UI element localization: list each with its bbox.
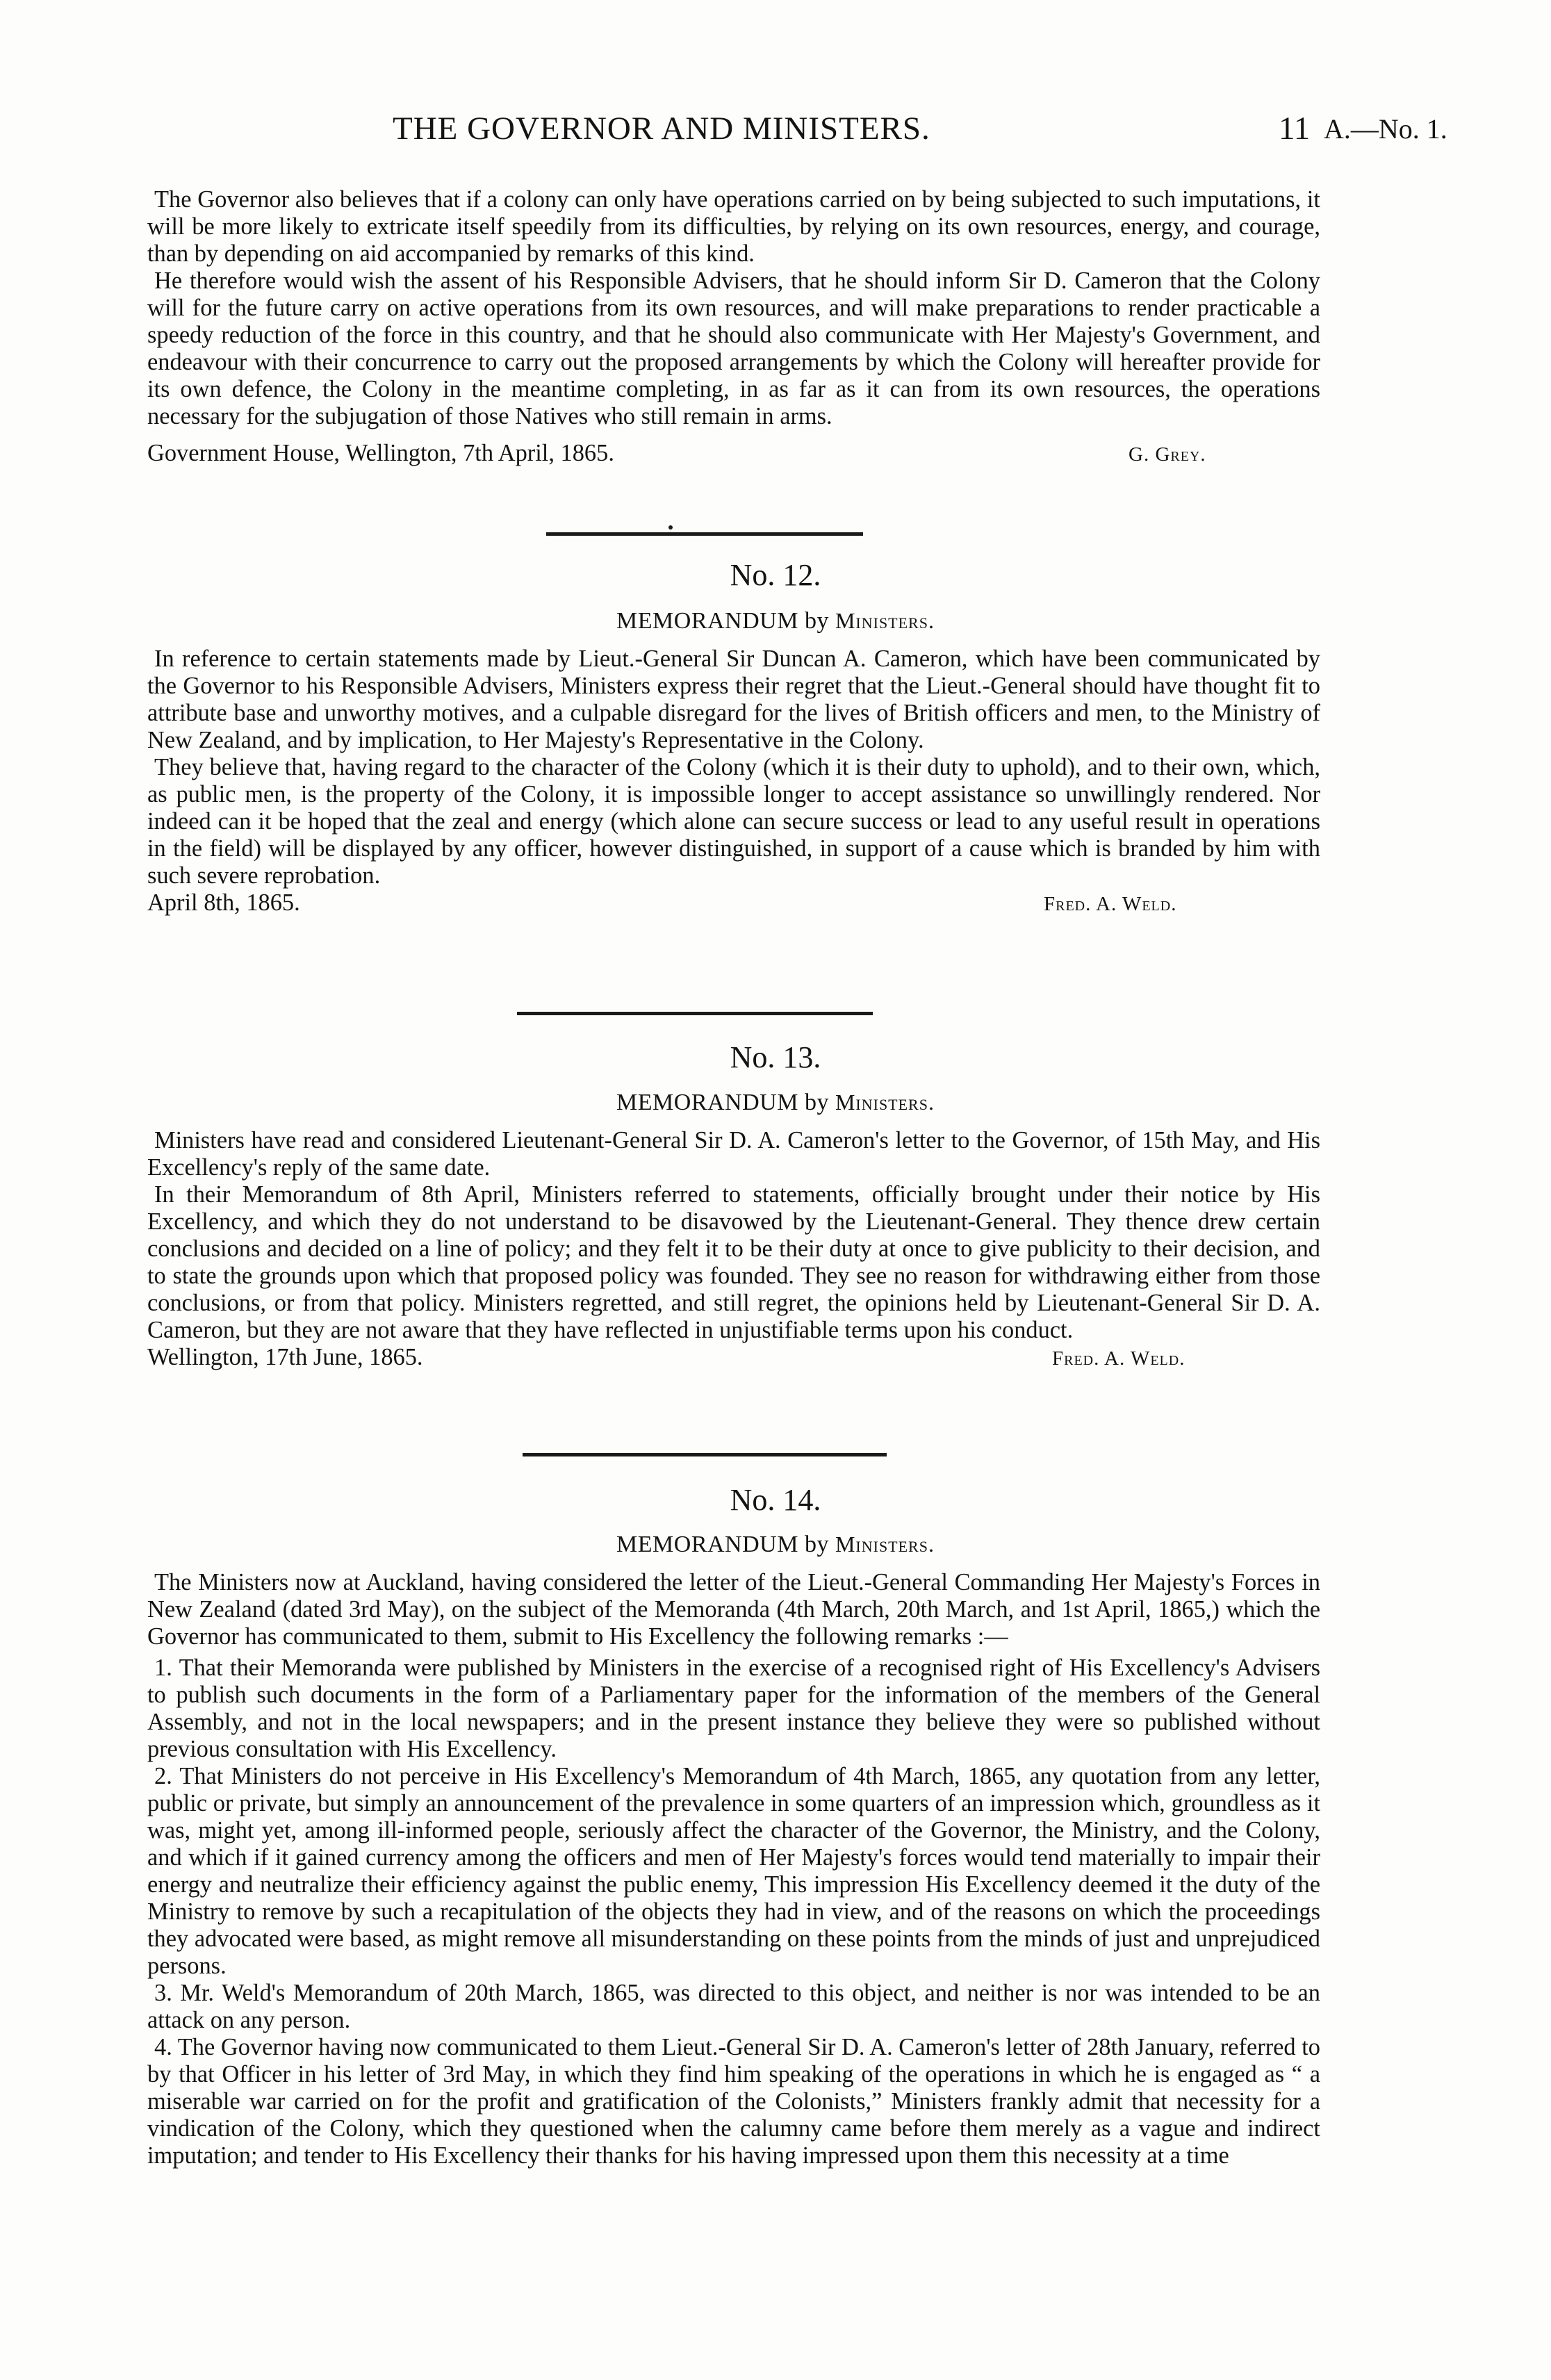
numbered-item: 2. That Ministers do not perceive in His Excellency's Memorandum of 4th March, 1865, any quotation from any letter, public or private, but simply an announcement of the prevalence in some quarters of an impression which, groundless as it was, might yet, among ill-informed people, seriously affect the character of the Governor, the Ministry, and the Colony, and which if it gained currency among the officers and men of Her Majesty's forces would tend materially to impair their energy and neutralize their efficiency against the public enemy, This impression His Excellency deemed it the duty of the Ministry to remove by such a recapitulation of the objects they had in view, and of the reasons on which the proceedings they advocated were based, as might remove all misunderstanding on these points from the minds of just and unprejudiced persons. xyxy=(147,1763,1320,1979)
paragraph: In reference to certain statements made by Lieut.-General Sir Duncan A. Cameron, which have been communicated by the Governor to his Responsible Advisers, Ministers express their regret that the Lieut.-General should have thought fit to attribute base and unworthy motives, and a culpable disregard for the lives of British officers and men, to the Ministry of New Zealand, and by implication, to Her Majesty's Representative in the Colony. xyxy=(147,646,1320,753)
signature-line xyxy=(147,440,1320,468)
memo-heading-by: by xyxy=(804,1532,829,1557)
numbered-item: 3. Mr. Weld's Memorandum of 20th March, 1865, was directed to this object, and neither is nor was intended to be an attack on any person. xyxy=(147,1980,1320,2033)
signature: Fred. A. Weld. xyxy=(1052,1347,1185,1370)
paragraph: The Ministers now at Auckland, having considered the letter of the Lieut.-General Commanding Her Majesty's Forces in New Zealand (dated 3rd May), on the subject of the Memoranda (4th March, 20th March, and 1st April, 1865,) which the Governor has communicated to them, submit to His Excellency the following remarks :— xyxy=(147,1569,1320,1650)
paragraph: Ministers have read and considered Lieutenant-General Sir D. A. Cameron's letter to the Governor, of 15th May, and His Excellency's reply of the same date. xyxy=(147,1127,1320,1181)
signature: G. Grey. xyxy=(1129,443,1206,466)
date: April 8th, 1865. xyxy=(147,889,300,916)
memo-heading-title: MEMORANDUM xyxy=(616,608,798,634)
running-title: THE GOVERNOR AND MINISTERS. xyxy=(393,110,930,147)
memo-heading-author: Ministers. xyxy=(835,1532,935,1557)
memo-heading xyxy=(0,1530,1551,1559)
place-date: Government House, Wellington, 7th April, 1865. xyxy=(147,440,614,466)
section-divider xyxy=(517,1012,873,1015)
memo-13-body xyxy=(147,1127,1320,1372)
memo-14-body xyxy=(147,1569,1320,2169)
section-divider xyxy=(546,532,863,536)
memo-heading-title: MEMORANDUM xyxy=(616,1090,798,1115)
memo-heading-author: Ministers. xyxy=(835,608,935,633)
paragraph: He therefore would wish the assent of his Responsible Advisers, that he should inform Sir D. Cameron that the Colony will for the future carry on active operations from its own resources, and will make preparations to render practicable a speedy reduction of the force in this country, and that he should also communicate with Her Majesty's Government, and endeavour with their concurrence to carry out the proposed arrangements by which the Colony will hereafter provide for its own defence, the Colony in the meantime completing, in as far as it can from its own resources, the operations necessary for the subjugation of those Natives who still remain in arms. xyxy=(147,268,1320,429)
numbered-item: 4. The Governor having now communicated to them Lieut.-General Sir D. A. Cameron's letter of 28th January, referred to by that Officer in his letter of 3rd May, in which they find him speaking of the operations in which he is engaged as “ a miserable war carried on for the profit and gratification of the Colonists,” Ministers frankly admit that necessity for a vindication of the Colony, which they questioned when the calumny came before them merely as a vague and indirect imputation; and tender to His Excellency their thanks for his having impressed upon them this necessity at a time xyxy=(147,2034,1320,2169)
page-number: 11 xyxy=(1279,110,1311,147)
numbered-item: 1. That their Memoranda were published by Ministers in the exercise of a recognised right of His Excellency's Advisers to publish such documents in the form of a Parliamentary paper for the information of the members of the General Assembly, and not in the local newspapers; and in the present instance they believe they were so published without previous consultation with His Excellency. xyxy=(147,1655,1320,1762)
memo-heading-by: by xyxy=(804,1090,829,1115)
signature-line xyxy=(147,1344,1320,1372)
memo-number: No. 14. xyxy=(730,1483,821,1517)
paragraph: In their Memorandum of 8th April, Ministers referred to statements, officially brought under their notice by His Excellency, and which they do not understand to be disavowed by the Lieutenant-General. They thence drew certain conclusions and decided on a line of policy; and they felt it to be their duty at once to give publicity to their decision, and to state the grounds upon which that proposed policy was founded. They see no reason for withdrawing either from those conclusions, or from that policy. Ministers regretted, and still regret, the opinions held by Lieutenant-General Sir D. A. Cameron, but they are not aware that they have reflected in unjustifiable terms upon his conduct. xyxy=(147,1181,1320,1343)
memo-heading xyxy=(0,1088,1551,1117)
memo-heading-title: MEMORANDUM xyxy=(616,1532,798,1557)
page-header xyxy=(0,110,1551,151)
memo-heading xyxy=(0,607,1551,635)
memo-number: No. 12. xyxy=(730,558,821,592)
signature-line xyxy=(147,889,1320,917)
memo-12-body xyxy=(147,646,1320,917)
top-section xyxy=(147,186,1320,468)
memo-number: No. 13. xyxy=(730,1040,821,1074)
series-reference: A.—No. 1. xyxy=(1324,113,1447,145)
paragraph: The Governor also believes that if a colony can only have operations carried on by being subjected to such imputations, it will be more likely to extricate itself speedily from its difficulties, by relying on its own resources, energy, and courage, than by depending on aid accompanied by remarks of this kind. xyxy=(147,186,1320,267)
signature: Fred. A. Weld. xyxy=(1044,893,1177,915)
section-divider xyxy=(523,1453,887,1456)
place-date: Wellington, 17th June, 1865. xyxy=(147,1344,423,1370)
memo-heading-by: by xyxy=(804,608,829,634)
paragraph: They believe that, having regard to the character of the Colony (which it is their duty to uphold), and to their own, which, as public men, is the property of the Colony, it is impossible longer to accept assistance so unwillingly rendered. Nor indeed can it be hoped that the zeal and energy (which alone can secure success or lead to any useful result in operations in the field) will be displayed by any officer, however distinguished, in support of a cause which is branded by him with such severe reprobation. xyxy=(147,754,1320,889)
memo-heading-author: Ministers. xyxy=(835,1090,935,1115)
divider-dot xyxy=(668,525,673,530)
